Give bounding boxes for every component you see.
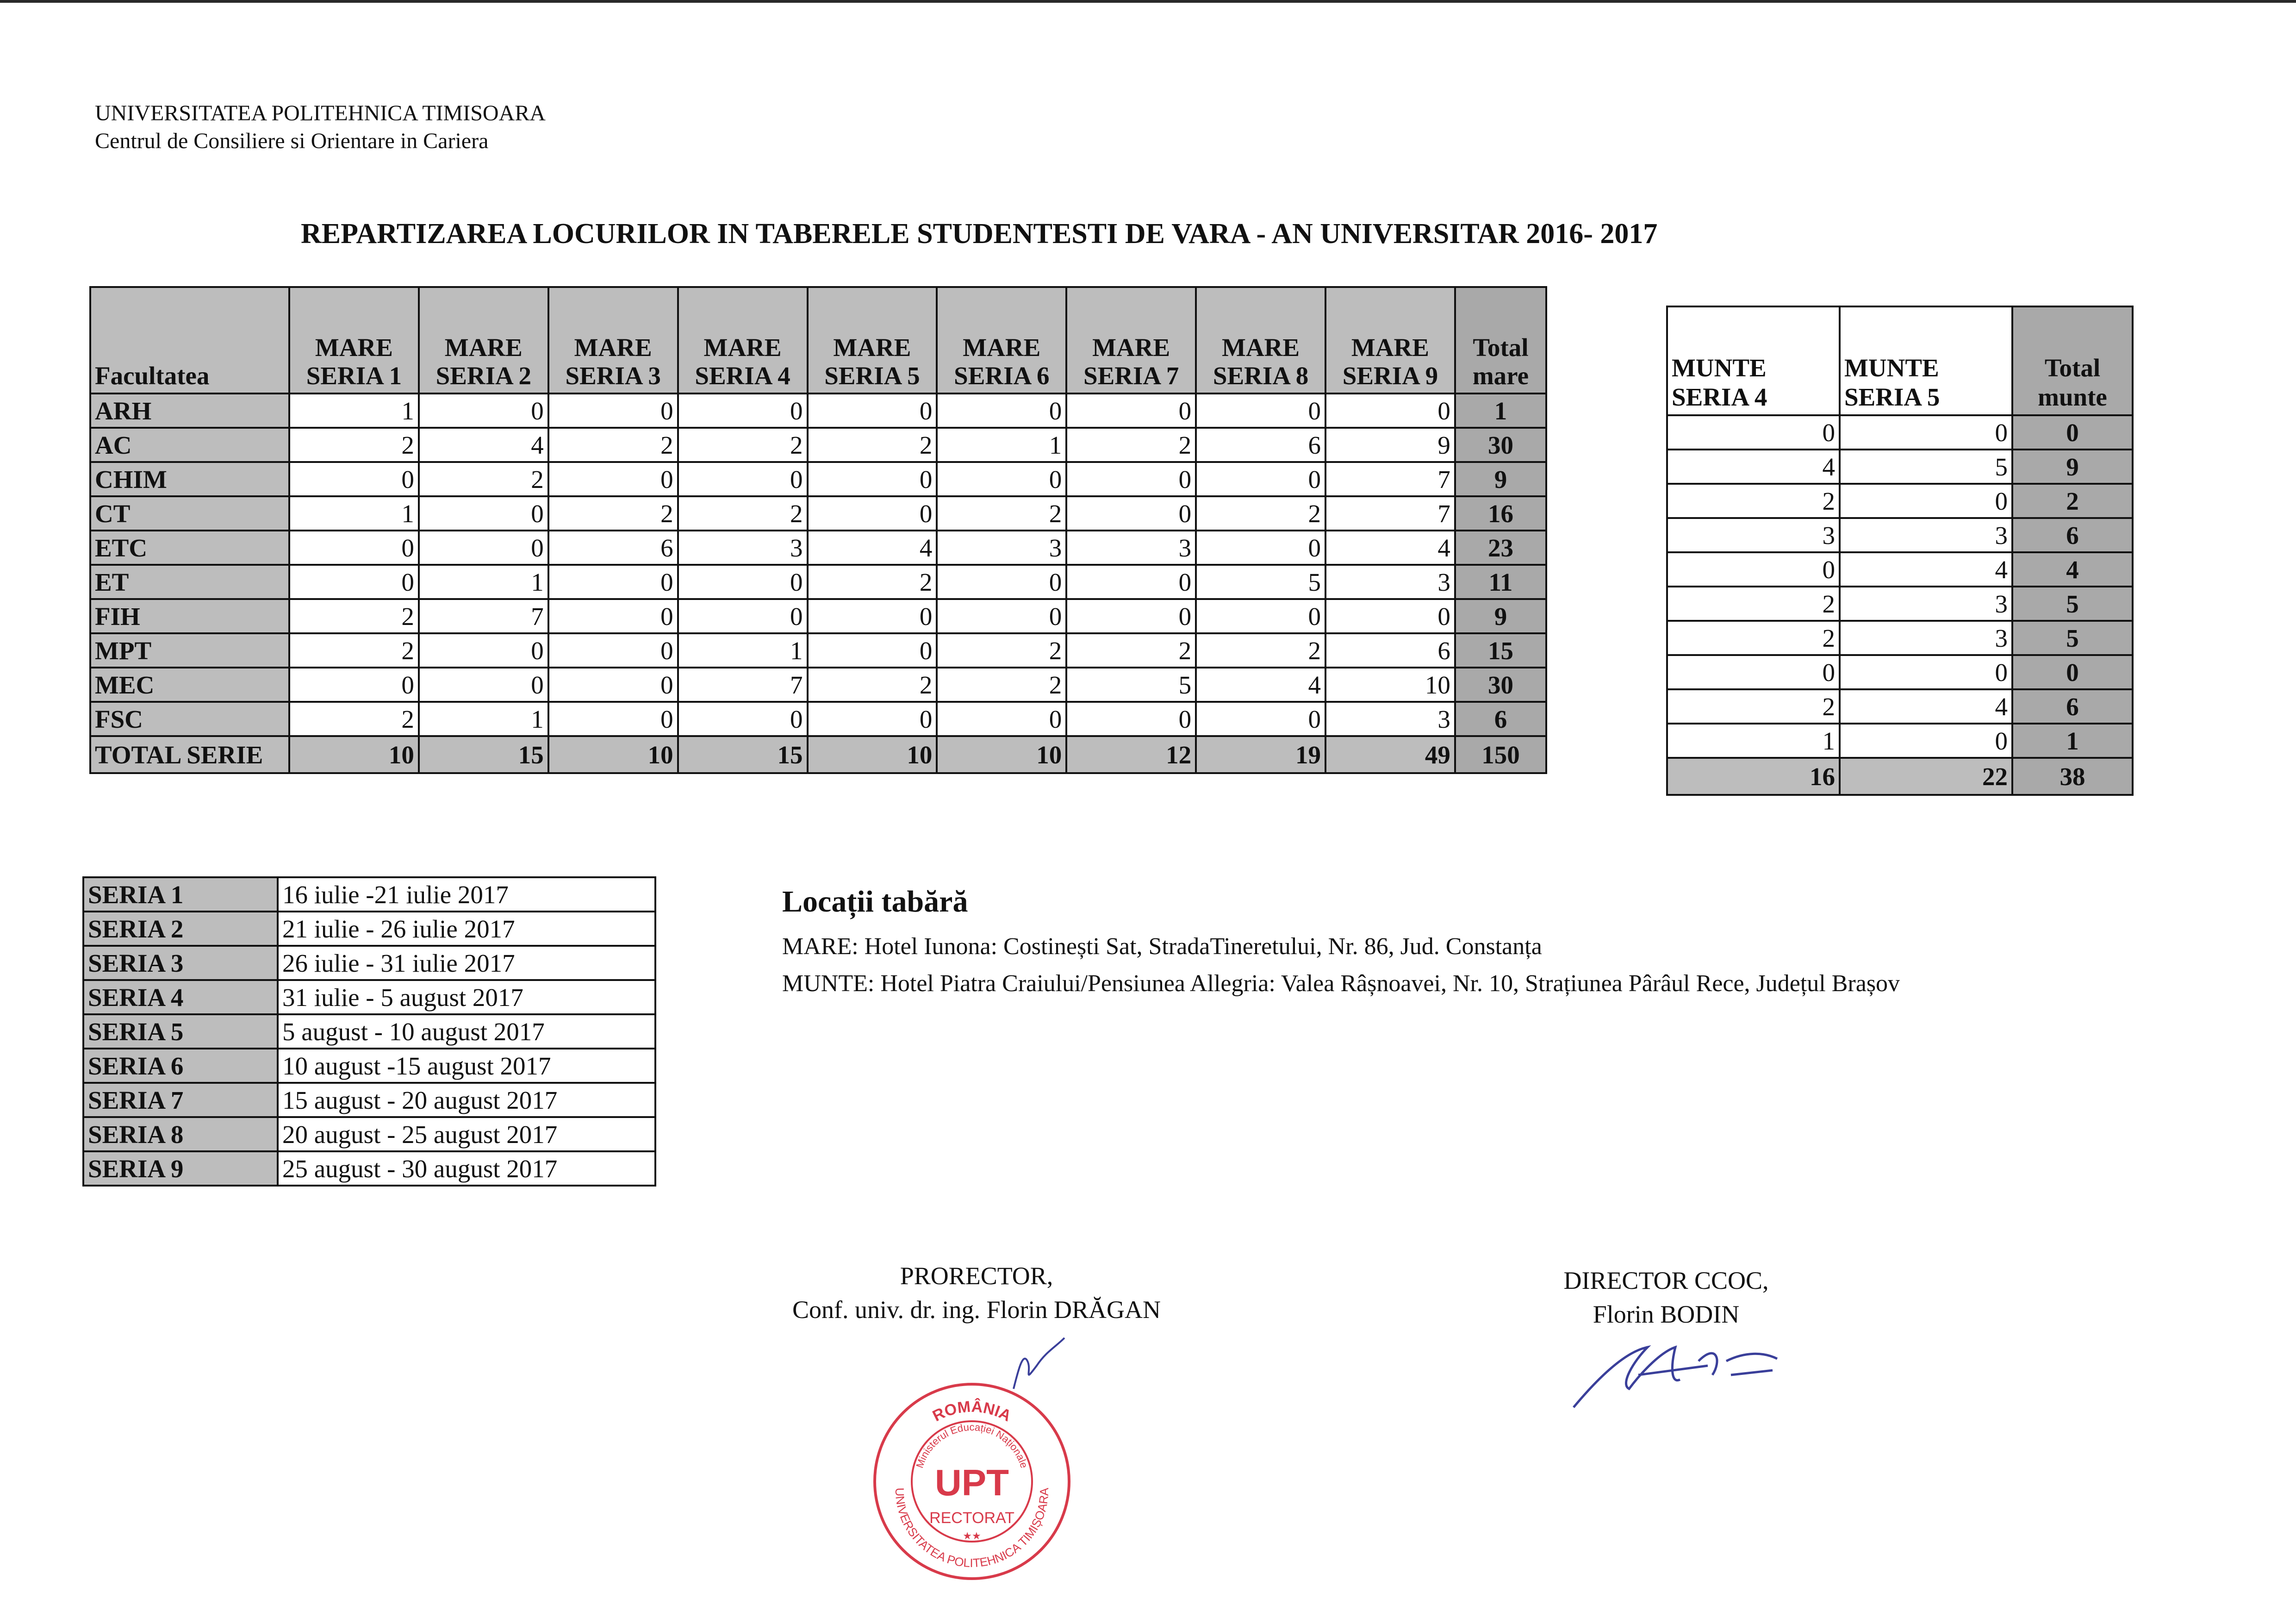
mare-cell: 2 xyxy=(1196,633,1325,668)
seria-dates: 16 iulie -21 iulie 2017 xyxy=(278,877,655,912)
mare-cell: 0 xyxy=(548,565,678,599)
mare-cell: 2 xyxy=(1066,428,1196,462)
seria-name: SERIA 2 xyxy=(83,912,278,946)
mare-cell: 0 xyxy=(1066,565,1196,599)
mare-cell: 0 xyxy=(937,599,1066,633)
mare-cell: 0 xyxy=(1196,462,1325,496)
total-mare-cell: 6 xyxy=(1455,702,1546,736)
munte-cell: 0 xyxy=(1840,415,2012,450)
mare-cell: 0 xyxy=(808,633,937,668)
mare-cell: 0 xyxy=(419,633,548,668)
mare-cell: 0 xyxy=(548,599,678,633)
mare-cell: 7 xyxy=(1325,462,1455,496)
mare-cell: 0 xyxy=(1196,531,1325,565)
munte-table-row xyxy=(1667,484,2133,518)
mare-cell: 2 xyxy=(1066,633,1196,668)
mare-column-header: MARE SERIA 8 xyxy=(1196,287,1325,394)
mare-cell: 10 xyxy=(1325,668,1455,702)
faculty-name: ARH xyxy=(90,394,289,428)
mare-cell: 1 xyxy=(289,394,419,428)
mare-column-header: MARE SERIA 2 xyxy=(419,287,548,394)
mare-cell: 0 xyxy=(289,531,419,565)
mare-cell: 5 xyxy=(1066,668,1196,702)
seria-dates: 26 iulie - 31 iulie 2017 xyxy=(278,946,655,980)
mare-table-row xyxy=(90,394,1546,428)
seria-dates-table xyxy=(82,876,656,1187)
munte-cell: 0 xyxy=(1840,484,2012,518)
seria-name: SERIA 7 xyxy=(83,1083,278,1117)
mare-cell: 0 xyxy=(289,462,419,496)
total-serie-cell: 10 xyxy=(289,736,419,773)
total-munte-cell: 2 xyxy=(2012,484,2133,518)
faculty-name: CHIM xyxy=(90,462,289,496)
faculty-name: FIH xyxy=(90,599,289,633)
page-top-edge xyxy=(0,0,2296,3)
munte-table-row xyxy=(1667,587,2133,621)
total-munte-cell: 0 xyxy=(2012,655,2133,689)
mare-table-row xyxy=(90,633,1546,668)
total-serie-cell: 15 xyxy=(678,736,808,773)
mare-cell: 2 xyxy=(289,702,419,736)
mare-cell: 0 xyxy=(1066,496,1196,531)
mare-cell: 0 xyxy=(808,462,937,496)
munte-total-cell: 16 xyxy=(1667,758,1840,795)
total-mare-cell: 16 xyxy=(1455,496,1546,531)
mare-cell: 0 xyxy=(678,599,808,633)
mare-cell: 2 xyxy=(289,599,419,633)
mare-cell: 0 xyxy=(548,633,678,668)
seria-row xyxy=(83,877,655,912)
mare-column-header: MARE SERIA 5 xyxy=(808,287,937,394)
faculty-name: ETC xyxy=(90,531,289,565)
total-serie-cell: 49 xyxy=(1325,736,1455,773)
mare-cell: 0 xyxy=(419,496,548,531)
total-serie-cell: 15 xyxy=(419,736,548,773)
director-name: Florin BODIN xyxy=(1593,1300,1740,1328)
munte-total-row xyxy=(1667,758,2133,795)
mare-cell: 0 xyxy=(1196,702,1325,736)
mare-cell: 0 xyxy=(289,565,419,599)
mare-cell: 0 xyxy=(808,599,937,633)
faculty-name: ET xyxy=(90,565,289,599)
munte-table-row xyxy=(1667,518,2133,552)
stamp-stars: ★★ xyxy=(963,1530,981,1542)
seria-dates: 5 august - 10 august 2017 xyxy=(278,1014,655,1049)
mare-cell: 2 xyxy=(808,428,937,462)
mare-cell: 3 xyxy=(678,531,808,565)
mare-cell: 7 xyxy=(419,599,548,633)
mare-cell: 1 xyxy=(678,633,808,668)
mare-cell: 0 xyxy=(548,394,678,428)
seria-row xyxy=(83,980,655,1014)
seria-row xyxy=(83,1151,655,1186)
director-role: DIRECTOR CCOC, xyxy=(1563,1267,1769,1294)
munte-cell: 5 xyxy=(1840,450,2012,484)
mare-cell: 1 xyxy=(419,702,548,736)
munte-table-row xyxy=(1667,415,2133,450)
document-title: REPARTIZAREA LOCURILOR IN TABERELE STUDENTESTI DE VARA - AN UNIVERSITAR 2016- 2017 xyxy=(301,218,1658,250)
mare-cell: 2 xyxy=(678,496,808,531)
seria-row xyxy=(83,1083,655,1117)
mare-table-row xyxy=(90,531,1546,565)
mare-column-header: MARE SERIA 4 xyxy=(678,287,808,394)
mare-cell: 1 xyxy=(419,565,548,599)
mare-cell: 2 xyxy=(937,633,1066,668)
mare-cell: 2 xyxy=(289,633,419,668)
seria-row xyxy=(83,1014,655,1049)
seria-name: SERIA 9 xyxy=(83,1151,278,1186)
total-munte-cell: 5 xyxy=(2012,587,2133,621)
munte-cell: 4 xyxy=(1840,552,2012,587)
prorector-role: PRORECTOR, xyxy=(900,1262,1053,1290)
munte-cell: 3 xyxy=(1840,587,2012,621)
seria-dates: 25 august - 30 august 2017 xyxy=(278,1151,655,1186)
stamp-bottom-path: UNIVERSITATEA POLITEHNICA TIMIȘOARA xyxy=(892,1487,1052,1570)
mare-table-row xyxy=(90,496,1546,531)
munte-column-header: Total munte xyxy=(2012,306,2133,415)
mare-cell: 0 xyxy=(1196,394,1325,428)
total-munte-cell: 6 xyxy=(2012,689,2133,724)
stamp-ministry-path: Ministerul Educației Naționale xyxy=(914,1421,1030,1470)
mare-cell: 2 xyxy=(548,428,678,462)
grand-total-mare: 150 xyxy=(1455,736,1546,773)
mare-cell: 2 xyxy=(678,428,808,462)
mare-cell: 2 xyxy=(808,565,937,599)
mare-cell: 0 xyxy=(808,496,937,531)
munte-column-header: MUNTE SERIA 4 xyxy=(1667,306,1840,415)
total-serie-label: TOTAL SERIE xyxy=(90,736,289,773)
total-mare-cell: 9 xyxy=(1455,599,1546,633)
mare-cell: 2 xyxy=(548,496,678,531)
seria-row xyxy=(83,1049,655,1083)
munte-cell: 0 xyxy=(1840,655,2012,689)
mare-cell: 7 xyxy=(678,668,808,702)
signature-block-director xyxy=(1527,1264,1805,1331)
mare-cell: 2 xyxy=(1196,496,1325,531)
total-serie-cell: 10 xyxy=(937,736,1066,773)
mare-cell: 0 xyxy=(1325,394,1455,428)
seria-name: SERIA 4 xyxy=(83,980,278,1014)
stamp-top-path: ROMÂNIA xyxy=(930,1398,1014,1425)
seria-dates: 10 august -15 august 2017 xyxy=(278,1049,655,1083)
mare-cell: 0 xyxy=(419,531,548,565)
mare-cell: 0 xyxy=(808,702,937,736)
munte-cell: 2 xyxy=(1667,484,1840,518)
mare-total-row xyxy=(90,736,1546,773)
mare-cell: 0 xyxy=(548,702,678,736)
director-signature xyxy=(1569,1333,1782,1412)
total-serie-cell: 12 xyxy=(1066,736,1196,773)
mare-cell: 2 xyxy=(937,668,1066,702)
document-header xyxy=(95,100,546,155)
mare-cell: 4 xyxy=(1325,531,1455,565)
mare-cell: 4 xyxy=(419,428,548,462)
total-mare-cell: 11 xyxy=(1455,565,1546,599)
munte-total-cell: 22 xyxy=(1840,758,2012,795)
university-name: UNIVERSITATEA POLITEHNICA TIMISOARA xyxy=(95,101,546,125)
stamp-center-text: RECTORAT xyxy=(929,1509,1014,1527)
total-mare-cell: 9 xyxy=(1455,462,1546,496)
mare-column-header: MARE SERIA 9 xyxy=(1325,287,1455,394)
faculty-name: FSC xyxy=(90,702,289,736)
total-mare-cell: 30 xyxy=(1455,428,1546,462)
mare-cell: 0 xyxy=(678,462,808,496)
mare-cell: 0 xyxy=(937,565,1066,599)
rectorat-stamp xyxy=(870,1380,1074,1583)
mare-cell: 0 xyxy=(937,702,1066,736)
mare-cell: 0 xyxy=(289,668,419,702)
total-munte-cell: 4 xyxy=(2012,552,2133,587)
munte-column-header: MUNTE SERIA 5 xyxy=(1840,306,2012,415)
total-mare-cell: 15 xyxy=(1455,633,1546,668)
mare-cell: 3 xyxy=(1066,531,1196,565)
mare-cell: 3 xyxy=(1325,565,1455,599)
location-mare: MARE: Hotel Iunona: Costinești Sat, StradaTineretului, Nr. 86, Jud. Constanța xyxy=(782,933,1542,960)
mare-cell: 6 xyxy=(1196,428,1325,462)
seria-row xyxy=(83,912,655,946)
mare-cell: 2 xyxy=(419,462,548,496)
mare-cell: 9 xyxy=(1325,428,1455,462)
munte-table-row xyxy=(1667,552,2133,587)
mare-cell: 0 xyxy=(1066,394,1196,428)
mare-cell: 3 xyxy=(937,531,1066,565)
stamp-logo: UPT xyxy=(935,1462,1009,1503)
faculty-name: CT xyxy=(90,496,289,531)
munte-table-row xyxy=(1667,655,2133,689)
total-serie-cell: 10 xyxy=(808,736,937,773)
mare-cell: 5 xyxy=(1196,565,1325,599)
faculty-name: AC xyxy=(90,428,289,462)
mare-table-row xyxy=(90,599,1546,633)
munte-cell: 0 xyxy=(1840,724,2012,758)
munte-table-row xyxy=(1667,689,2133,724)
location-munte: MUNTE: Hotel Piatra Craiului/Pensiunea Allegria: Valea Râșnoavei, Nr. 10, Strațiunea Pârâul Rece, Județul Brașov xyxy=(782,970,1900,997)
total-munte-cell: 6 xyxy=(2012,518,2133,552)
seria-name: SERIA 1 xyxy=(83,877,278,912)
munte-cell: 2 xyxy=(1667,621,1840,655)
mare-table-row xyxy=(90,702,1546,736)
mare-cell: 0 xyxy=(678,565,808,599)
mare-table-row xyxy=(90,462,1546,496)
mare-cell: 2 xyxy=(289,428,419,462)
munte-cell: 4 xyxy=(1840,689,2012,724)
munte-cell: 0 xyxy=(1667,655,1840,689)
locations-title: Locații tabără xyxy=(782,885,968,918)
seria-dates: 20 august - 25 august 2017 xyxy=(278,1117,655,1151)
seria-name: SERIA 8 xyxy=(83,1117,278,1151)
mare-cell: 0 xyxy=(1066,599,1196,633)
munte-cell: 0 xyxy=(1667,552,1840,587)
mare-cell: 0 xyxy=(1066,702,1196,736)
total-munte-cell: 0 xyxy=(2012,415,2133,450)
munte-table-row xyxy=(1667,621,2133,655)
mare-table-row xyxy=(90,668,1546,702)
seria-dates: 15 august - 20 august 2017 xyxy=(278,1083,655,1117)
munte-cell: 2 xyxy=(1667,689,1840,724)
mare-cell: 0 xyxy=(937,462,1066,496)
mare-cell: 1 xyxy=(937,428,1066,462)
seria-row xyxy=(83,946,655,980)
mare-cell: 0 xyxy=(548,668,678,702)
total-serie-cell: 19 xyxy=(1196,736,1325,773)
seria-name: SERIA 6 xyxy=(83,1049,278,1083)
seria-dates: 31 iulie - 5 august 2017 xyxy=(278,980,655,1014)
mare-column-header: MARE SERIA 6 xyxy=(937,287,1066,394)
munte-table-row xyxy=(1667,724,2133,758)
mare-cell: 1 xyxy=(289,496,419,531)
munte-table-row xyxy=(1667,450,2133,484)
mare-table-row xyxy=(90,565,1546,599)
mare-cell: 2 xyxy=(808,668,937,702)
mare-cell: 0 xyxy=(808,394,937,428)
munte-table-header-row xyxy=(1667,306,2133,415)
total-serie-cell: 10 xyxy=(548,736,678,773)
mare-column-header: MARE SERIA 3 xyxy=(548,287,678,394)
mare-cell: 2 xyxy=(937,496,1066,531)
total-mare-cell: 30 xyxy=(1455,668,1546,702)
total-munte-cell: 5 xyxy=(2012,621,2133,655)
grand-total-munte: 38 xyxy=(2012,758,2133,795)
mare-cell: 0 xyxy=(1325,599,1455,633)
department-name: Centrul de Consiliere si Orientare in Cariera xyxy=(95,129,489,153)
faculty-name: MEC xyxy=(90,668,289,702)
munte-cell: 3 xyxy=(1840,518,2012,552)
mare-cell: 0 xyxy=(548,462,678,496)
mare-cell: 4 xyxy=(1196,668,1325,702)
mare-cell: 3 xyxy=(1325,702,1455,736)
mare-cell: 4 xyxy=(808,531,937,565)
seria-name: SERIA 5 xyxy=(83,1014,278,1049)
total-mare-cell: 1 xyxy=(1455,394,1546,428)
mare-column-header: MARE SERIA 7 xyxy=(1066,287,1196,394)
munte-cell: 4 xyxy=(1667,450,1840,484)
prorector-name: Conf. univ. dr. ing. Florin DRĂGAN xyxy=(792,1295,1161,1324)
seria-dates: 21 iulie - 26 iulie 2017 xyxy=(278,912,655,946)
mare-cell: 0 xyxy=(937,394,1066,428)
mare-column-header: Total mare xyxy=(1455,287,1546,394)
mare-column-header: Facultatea xyxy=(90,287,289,394)
munte-cell: 0 xyxy=(1667,415,1840,450)
mare-cell: 0 xyxy=(1066,462,1196,496)
munte-cell: 2 xyxy=(1667,587,1840,621)
total-munte-cell: 1 xyxy=(2012,724,2133,758)
mare-cell: 7 xyxy=(1325,496,1455,531)
munte-cell: 3 xyxy=(1840,621,2012,655)
mare-column-header: MARE SERIA 1 xyxy=(289,287,419,394)
seria-row xyxy=(83,1117,655,1151)
mare-allocation-table xyxy=(89,286,1547,774)
mare-cell: 0 xyxy=(678,702,808,736)
mare-cell: 0 xyxy=(419,668,548,702)
munte-allocation-table xyxy=(1666,306,2134,796)
munte-cell: 1 xyxy=(1667,724,1840,758)
mare-cell: 0 xyxy=(1196,599,1325,633)
munte-cell: 3 xyxy=(1667,518,1840,552)
signature-block-prorector xyxy=(768,1259,1185,1327)
seria-name: SERIA 3 xyxy=(83,946,278,980)
mare-cell: 0 xyxy=(678,394,808,428)
faculty-name: MPT xyxy=(90,633,289,668)
mare-cell: 6 xyxy=(548,531,678,565)
total-munte-cell: 9 xyxy=(2012,450,2133,484)
mare-table-row xyxy=(90,428,1546,462)
mare-table-header-row xyxy=(90,287,1546,394)
total-mare-cell: 23 xyxy=(1455,531,1546,565)
mare-cell: 0 xyxy=(419,394,548,428)
mare-cell: 6 xyxy=(1325,633,1455,668)
